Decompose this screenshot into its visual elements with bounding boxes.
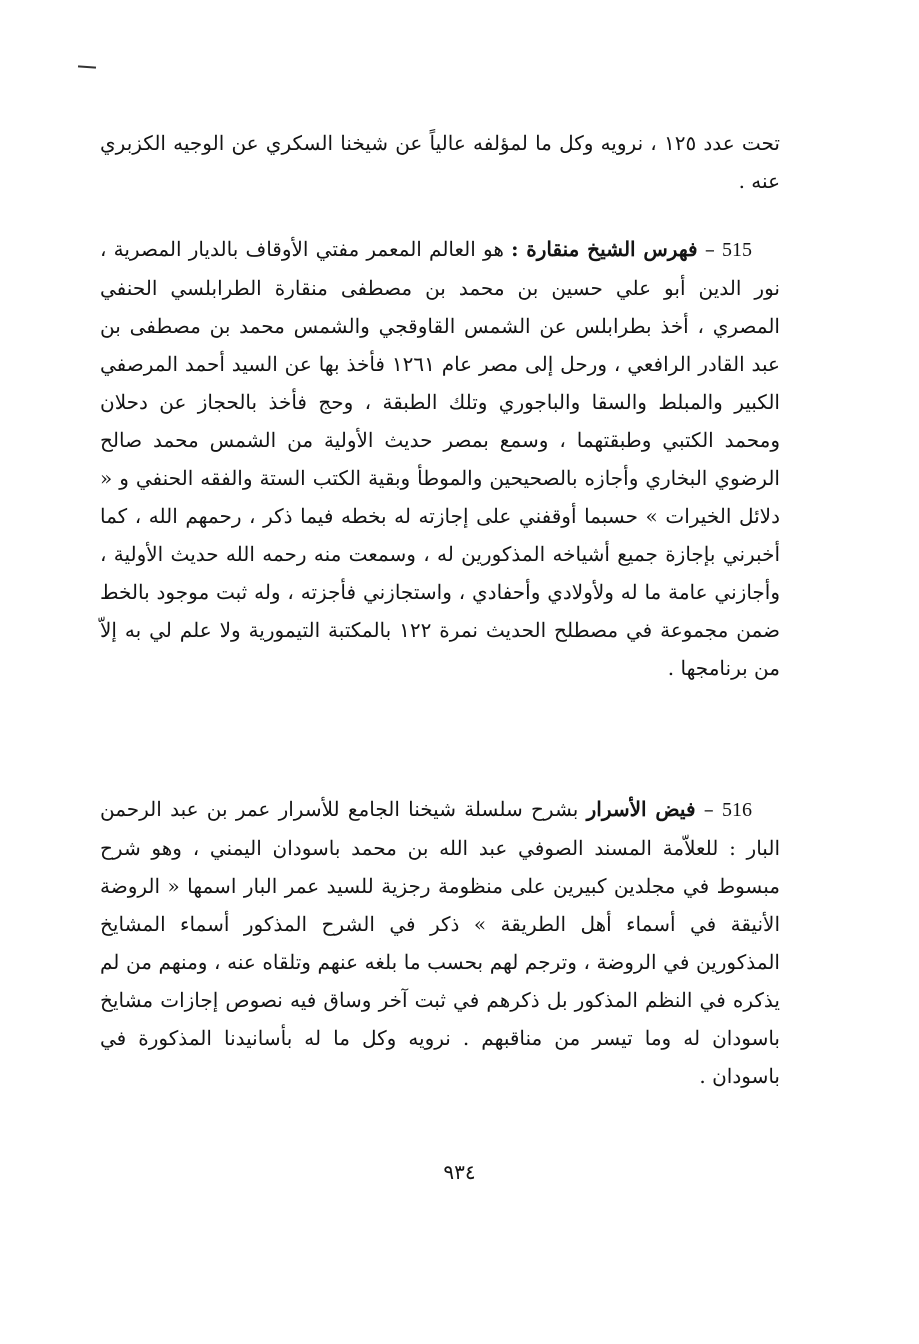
scan-mark bbox=[78, 65, 96, 68]
entry-515 bbox=[100, 230, 780, 687]
intro-paragraph bbox=[100, 124, 780, 200]
entry-516-paragraph bbox=[100, 790, 780, 1095]
entry-number: 516 bbox=[722, 799, 753, 821]
entry-body: هو العالم المعمر مفتي الأوقاف بالديار المصرية ، نور الدين أبو علي حسين بن محمد بن مصطفى منقارة الطرابلسي الحنفي المصري ، أخذ بطرابلس عن الشمس القاوقجي والشمس محمد بن مصطفى بن عبد القادر الرافعي ، ورحل إلى مصر عام ١٢٦١ فأخذ بها عن السيد أحمد المرصفي الكبير والمبلط والسقا والباجوري وتلك الطبقة ، وحج فأخذ بالحجاز عن دحلان ومحمد الكتبي وطبقتهما ، وسمع بمصر حديث الأولية من الشمس محمد صالح الرضوي البخاري وأجازه بالصحيحين والموطأ وبقية الكتب الستة والفقه الحنفي و « دلائل الخيرات » حسبما أوقفني على إجازته له بخطه فيما ذكر ، رحمهم الله ، كما أخبرني بإجازة جميع أشياخه المذكورين له ، وسمعت منه رحمه الله حديث الأولية ، وأجازني عامة ما له ولأولادي وأحفادي ، واستجازني فأجزته ، وله ثبت موجود بالخط ضمن مجموعة في مصطلح الحديث نمرة ١٢٢ بالمكتبة التيمورية ولا علم لي به إلاّ من برنامجها . bbox=[100, 237, 780, 680]
entry-515-paragraph bbox=[100, 230, 780, 687]
entry-dash: – bbox=[703, 797, 714, 821]
page-number: ٩٣٤ bbox=[443, 1160, 476, 1184]
entry-number: 515 bbox=[722, 239, 752, 261]
entry-dash: – bbox=[704, 237, 715, 261]
entry-title: فيض الأسرار bbox=[586, 797, 696, 821]
intro-text: تحت عدد ١٢٥ ، نرويه وكل ما لمؤلفه عالياً عن شيخنا السكري عن الوجيه الكزبري عنه . bbox=[100, 131, 781, 193]
entry-title: فهرس الشيخ منقارة : bbox=[511, 237, 698, 261]
entry-body: بشرح سلسلة شيخنا الجامع للأسرار عمر بن عبد الرحمن البار : للعلاّمة المسند الصوفي عبد الله بن محمد باسودان اليمني ، وهو شرح مبسوط في مجلدين كبيرين على منظومة رجزية للسيد عمر البار اسمها « الروضة الأنيقة في أسماء أهل الطريقة » ذكر في الشرح المذكور أسماء المشايخ المذكورين في الروضة ، وترجم لهم بحسب ما بلغه عنهم وتلقاه عنه ، ومنهم من لم يذكره في النظم المذكور بل ذكرهم في ثبت آخر وساق فيه نصوص إجازات مشايخ باسودان له وما تيسر من مناقبهم . نرويه وكل ما له بأسانيدنا المذكورة في باسودان . bbox=[100, 797, 780, 1088]
entry-516 bbox=[100, 790, 780, 1095]
